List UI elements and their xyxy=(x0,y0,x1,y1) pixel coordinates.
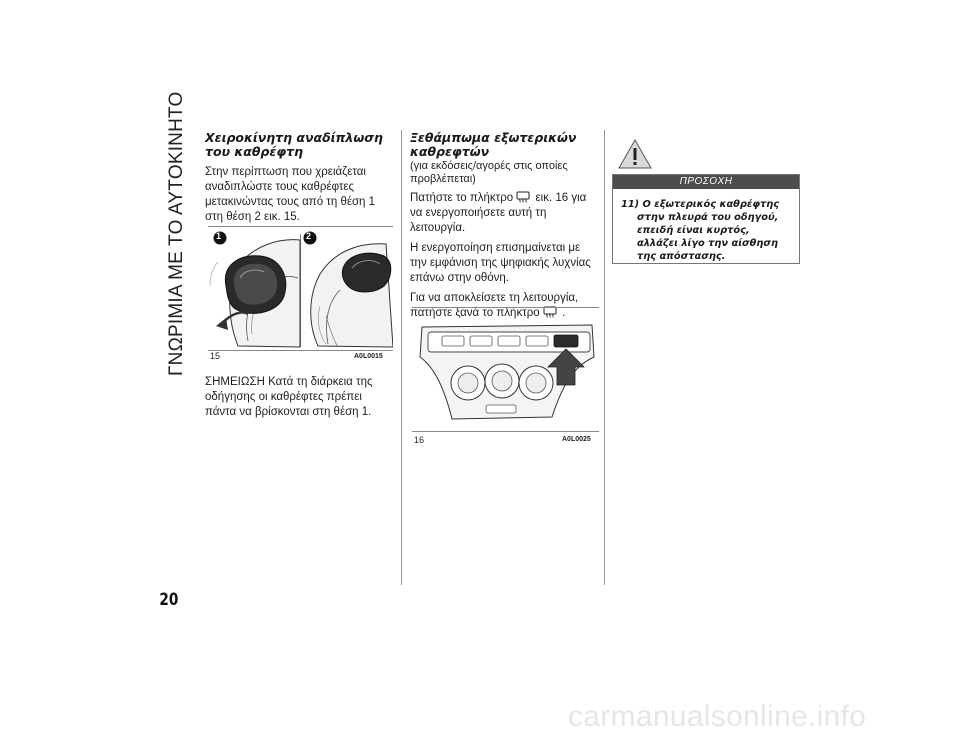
climate-control-illustration xyxy=(412,307,599,447)
figure-15-code: A0L0015 xyxy=(354,353,383,360)
mirror-position-1-drawing xyxy=(210,240,300,347)
warning-item xyxy=(613,189,799,263)
callout-2-label: 2 xyxy=(306,231,312,241)
warning-title: ΠΡΟΣΟΧΗ xyxy=(613,175,799,189)
figure-16 xyxy=(412,307,599,447)
page-number: 20 xyxy=(159,590,179,610)
section1-body: Στην περίπτωση που χρειάζεται αναδιπλώστε τους καθρέφτες μετακινώντας τους από τη θέση 1 στη θέση 2 εικ. 15. xyxy=(205,166,376,223)
section2-para3-before: Για να αποκλείσετε τη λειτουργία, πατήστε ξανά το πλήκτρο xyxy=(410,292,579,319)
warning-triangle-icon xyxy=(617,138,653,170)
column-divider-left xyxy=(401,130,402,585)
figure-16-code: A0L0025 xyxy=(562,436,591,443)
section2-heading: Ξεθάμπωμα εξωτερικών καθρεφτών xyxy=(410,130,577,159)
warning-box xyxy=(612,174,800,264)
section2-para1 xyxy=(410,191,600,236)
chapter-title: ΓΝΩΡΙΜΙΑ ΜΕ ΤΟ ΑΥΤΟΚΙΝΗΤΟ xyxy=(166,91,187,376)
callout-1-label: 1 xyxy=(216,231,222,241)
section2-para2: Η ενεργοποίηση επισημαίνεται με την εμφάνιση της ψηφιακής λυχνίας επάνω στην οθόνη. xyxy=(410,242,591,284)
column-divider-right xyxy=(604,130,605,585)
warning-item-number: 11) xyxy=(621,199,640,210)
section1-note-block xyxy=(205,375,393,420)
section-mirror-folding xyxy=(205,131,393,225)
warning-item-text: Ο εξωτερικός καθρέφτης στην πλευρά του οδηγού, επειδή είναι κυρτός, αλλάζει λίγο την αίσθηση της απόστασης. xyxy=(637,199,780,262)
section1-heading: Χειροκίνητη αναδίπλωση του καθρέφτη xyxy=(205,130,383,159)
section2-subheading: (για εκδόσεις/αγορές στις οποίες προβλέπεται) xyxy=(410,160,568,185)
watermark: carmanualsonline.info xyxy=(568,700,867,733)
figure-16-number: 16 xyxy=(414,435,425,445)
figure-15-number: 15 xyxy=(210,351,221,361)
mirror-position-2-drawing xyxy=(311,244,393,347)
figure-15 xyxy=(208,226,393,362)
section2-para1-after: εικ. 16 για να ενεργοποιήσετε αυτή τη λειτουργία. xyxy=(410,192,587,234)
section2-para3-after: . xyxy=(562,307,566,319)
section1-note: ΣΗΜΕΙΩΣΗ Κατά τη διάρκεια της οδήγησης οι καθρέφτες πρέπει πάντα να βρίσκονται στη θέση 1. xyxy=(205,376,373,418)
mirror-defrost-icon xyxy=(516,191,532,203)
mirror-folding-illustration xyxy=(208,226,393,362)
section2-para1-before: Πατήστε το πλήκτρο xyxy=(410,192,514,204)
section-mirror-defrost xyxy=(410,131,600,321)
